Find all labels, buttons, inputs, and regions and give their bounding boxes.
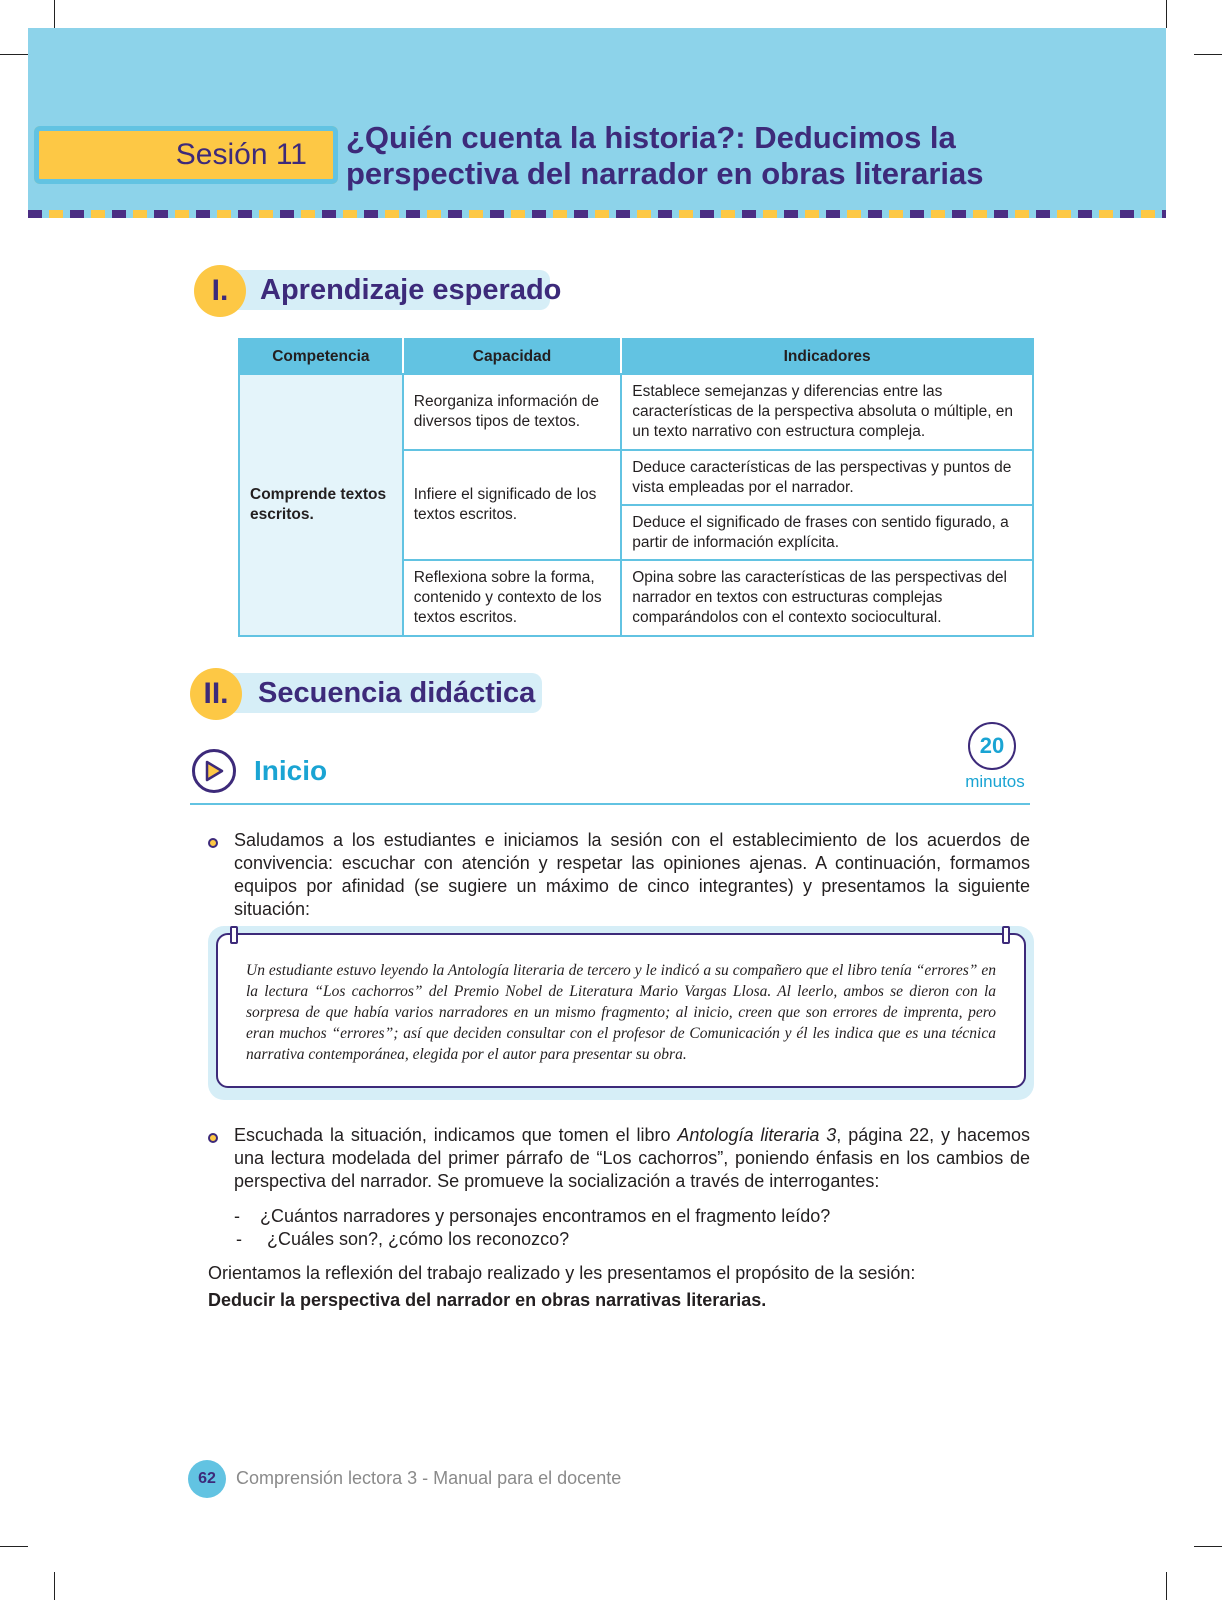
paragraph: Saludamos a los estudiantes e iniciamos la sesión con el establecimiento de los acuerdos de convivencia: escuchar con atención y respetar las opiniones ajenas. A continuación, formamos equipos por afinidad (se sugiere un máximo de cinco integrantes) y presentamos la siguiente situación: <box>234 830 1030 919</box>
indicador-cell: Deduce características de las perspectivas y puntos de vista empleadas por el narrador. <box>621 450 1033 505</box>
capacidad-cell: Reorganiza información de diversos tipos de textos. <box>403 374 621 450</box>
capacidad-cell: Infiere el significado de los textos escritos. <box>403 450 621 560</box>
question-item: - ¿Cuántos narradores y personajes encontramos en el fragmento leído? <box>234 1206 831 1226</box>
timer-label: minutos <box>965 772 1025 791</box>
section-title: Secuencia didáctica <box>258 677 536 709</box>
inicio-title: Inicio <box>254 755 328 786</box>
timer-minutes: 20 <box>979 733 1005 758</box>
inicio-divider <box>190 803 1030 805</box>
crop-mark <box>54 1572 55 1600</box>
section-numeral-badge: II. <box>190 668 242 720</box>
indicador-cell: Opina sobre las características de las perspectivas del narrador en textos con estructuras complejas comparándolos con el contexto sociocultural. <box>621 560 1033 636</box>
section-title: Aprendizaje esperado <box>260 274 562 306</box>
crop-mark <box>1166 1572 1167 1600</box>
table-header: Capacidad <box>403 339 621 374</box>
crop-mark <box>1194 1546 1222 1547</box>
session-label: Sesión 11 <box>175 138 307 171</box>
crop-mark <box>1166 0 1167 28</box>
table-header: Indicadores <box>621 339 1033 374</box>
learning-table <box>238 338 1034 637</box>
question-item: - ¿Cuáles son?, ¿cómo los reconozco? <box>236 1229 570 1249</box>
play-icon <box>192 749 236 793</box>
crop-mark <box>0 54 28 55</box>
section-numeral-badge: I. <box>194 265 246 317</box>
bullet-icon <box>208 1133 218 1143</box>
book-title: Antología literaria 3 <box>677 1125 837 1145</box>
capacidad-cell: Reflexiona sobre la forma, contenido y contexto de los textos escritos. <box>403 560 621 636</box>
crop-mark <box>1194 54 1222 55</box>
indicador-cell: Establece semejanzas y diferencias entre las características de la perspectiva absoluta o múltiple, en un texto narrativo con estructura compleja. <box>621 374 1033 450</box>
paragraph: Escuchada la situación, indicamos que tomen el libro Antología literaria 3, página 22, y hacemos una lectura modelada del primer párrafo de “Los cachorros”, poniendo énfasis en los cambios de perspectiva del narrador. Se promueve la socialización a través de interrogantes: <box>234 1125 1030 1191</box>
orientation-text: Orientamos la reflexión del trabajo realizado y les presentamos el propósito de la sesión: <box>208 1263 916 1283</box>
pin-icon <box>230 926 238 944</box>
purpose-text: Deducir la perspectiva del narrador en obras narrativas literarias. <box>208 1290 767 1310</box>
session-tab <box>34 126 338 184</box>
table-header: Competencia <box>239 339 403 374</box>
crop-mark <box>54 0 55 28</box>
timer-icon <box>968 722 1016 770</box>
indicador-cell: Deduce el significado de frases con sentido figurado, a partir de información explícita. <box>621 505 1033 560</box>
page-number-badge: 62 <box>188 1460 226 1498</box>
header-dash-strip <box>28 210 1166 218</box>
situation-text: Un estudiante estuvo leyendo la Antología literaria de tercero y le indicó a su compañero que el libro tenía “errores” en la lectura “Los cachorros” del Premio Nobel de Literatura Mario Vargas Llosa. Al leerlo, ambos se dieron con la sorpresa de que había varios narradores en un mismo fragmento; al inicio, creen que son errores de imprenta, pero eran muchos “errores”; así que deciden consultar con el profesor de Comunicación y él les indica que es una técnica narrativa contemporánea, elegida por el autor para presentar su obra. <box>246 962 996 1063</box>
page-title: ¿Quién cuenta la historia?: Deducimos la perspectiva del narrador en obras literarias <box>346 120 984 191</box>
footer-text: Comprensión lectora 3 - Manual para el docente <box>236 1468 622 1488</box>
competencia-cell: Comprende textos escritos. <box>239 374 403 636</box>
pin-icon <box>1002 926 1010 944</box>
bullet-icon <box>208 838 218 848</box>
crop-mark <box>0 1546 28 1547</box>
